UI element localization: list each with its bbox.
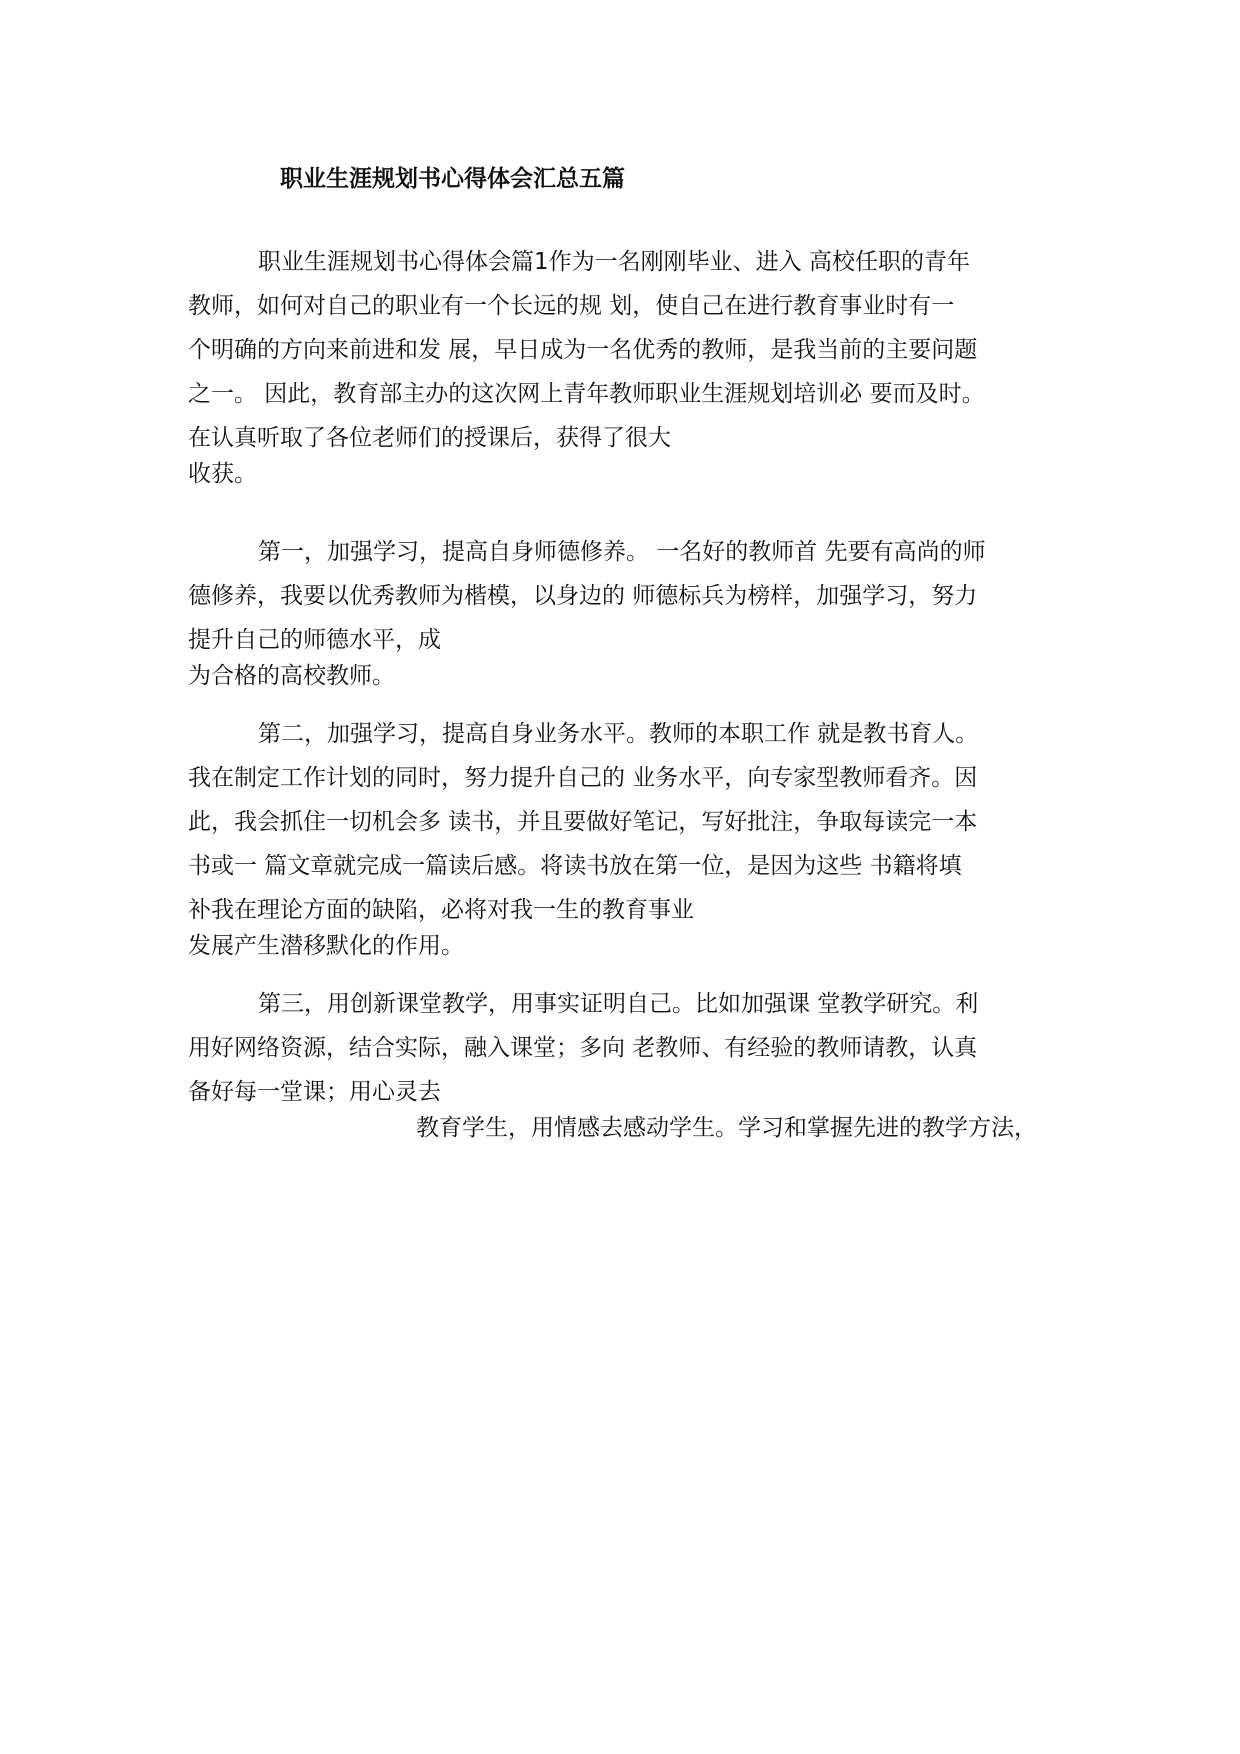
- paragraph-line: 教育学生，用情感去感动学生。学习和掌握先进的教学方法，: [416, 1115, 1037, 1141]
- paragraph-line: 收获。: [188, 461, 257, 487]
- paragraph-line: 在认真听取了各位老师们的授课后，获得了很大: [188, 425, 671, 451]
- paragraph-4: [188, 982, 1068, 1150]
- paragraph-2: [188, 530, 1068, 698]
- paragraph-line: 补我在理论方面的缺陷，必将对我一生的教育事业: [188, 897, 694, 923]
- paragraph-line: 教师，如何对自己的职业有一个长远的规 划，使自己在进行教育事业时有一: [188, 293, 955, 319]
- paragraph-line: 书或一 篇文章就完成一篇读后感。将读书放在第一位，是因为这些 书籍将填: [188, 853, 962, 879]
- paragraph-line: 用好网络资源，结合实际，融入课堂；多向 老教师、有经验的教师请教，认真: [188, 1035, 978, 1061]
- paragraph-line: 为合格的高校教师。: [188, 663, 395, 689]
- paragraph-line: 个明确的方向来前进和发 展，早日成为一名优秀的教师，是我当前的主要问题: [188, 337, 978, 363]
- paragraph-line: 此，我会抓住一切机会多 读书，并且要做好笔记，写好批注，争取每读完一本: [188, 809, 978, 835]
- paragraph-1: [188, 240, 1068, 496]
- paragraph-line: 德修养，我要以优秀教师为楷模，以身边的 师德标兵为榜样，加强学习，努力: [188, 583, 978, 609]
- paragraph-line: 第一，加强学习，提高自身师德修养。 一名好的教师首 先要有高尚的师: [258, 539, 986, 565]
- paragraph-line: 提升自己的师德水平，成: [188, 627, 441, 653]
- document-title: 职业生涯规划书心得体会汇总五篇: [280, 166, 625, 192]
- paragraph-line: 备好每一堂课；用心灵去: [188, 1079, 441, 1105]
- paragraph-line: 第二，加强学习，提高自身业务水平。教师的本职工作 就是教书育人。: [258, 721, 979, 747]
- paragraph-line: 发展产生潜移默化的作用。: [188, 933, 464, 959]
- paragraph-line: 第三，用创新课堂教学，用事实证明自己。比如加强课 堂教学研究。利: [258, 991, 979, 1017]
- paragraph-line: 我在制定工作计划的同时，努力提升自己的 业务水平，向专家型教师看齐。因: [188, 765, 978, 791]
- paragraph-line: 之一。 因此，教育部主办的这次网上青年教师职业生涯规划培训必 要而及时。: [188, 381, 985, 407]
- paragraph-3: [188, 712, 1068, 968]
- paragraph-line: 职业生涯规划书心得体会篇1作为一名刚刚毕业、进入 高校任职的青年: [258, 249, 970, 275]
